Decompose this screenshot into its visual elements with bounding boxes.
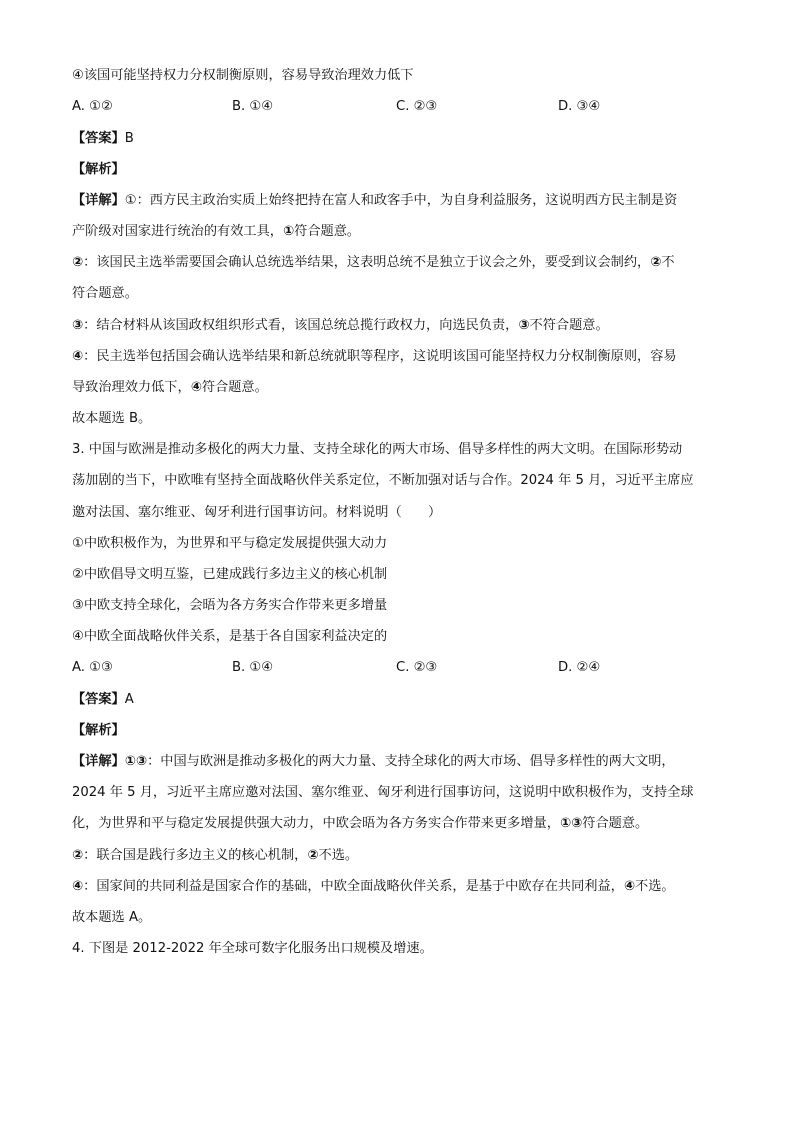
- detail-mark: ①③: [124, 754, 148, 769]
- q3-option-b: B. ①④: [232, 660, 274, 675]
- q3-option-d: D. ②④: [558, 660, 601, 675]
- detail-mark: ①③: [559, 816, 583, 831]
- q2-detail-line-7: [72, 378, 722, 398]
- answer-value: B: [124, 131, 134, 146]
- q3-stem-line-2: 荡加剧的当下，中欧唯有坚持全面战略伙伴关系定位，不断加强对话与合作。2024 年 5 月，习近平主席应: [72, 473, 694, 488]
- detail-mark: ②: [72, 255, 84, 270]
- q2-detail-line-5: [72, 316, 722, 336]
- detail-mark: ④: [72, 879, 84, 894]
- detail-text: 导致治理效力低下，: [72, 380, 191, 395]
- q3-stem-line-3: 邀对法国、塞尔维亚、匈牙利进行国事访问。材料说明（ ）: [72, 505, 442, 520]
- q3-option-a: A. ①③: [72, 660, 113, 675]
- detail-tag: 【详解】: [72, 754, 125, 769]
- detail-text: 不选。: [635, 879, 675, 894]
- detail-mark: ①: [283, 224, 295, 239]
- detail-mark: ③: [518, 318, 530, 333]
- answer-value: A: [124, 692, 134, 707]
- detail-mark: ②: [72, 848, 84, 863]
- q2-detail-line-6: [72, 347, 722, 367]
- q2-detail-line-2: [72, 222, 722, 242]
- detail-text: 符合题意。: [294, 224, 361, 239]
- q3-item-4: ④中欧全面战略伙伴关系，是基于各自国家利益决定的: [72, 629, 388, 644]
- detail-text: 符合题意。: [201, 380, 268, 395]
- q3-stem-line-1: 3. 中国与欧洲是推动多极化的两大力量、支持全球化的两大市场、倡导多样性的两大文明。在国际形势动: [72, 442, 683, 457]
- detail-text: 不选。: [318, 848, 359, 863]
- q2-option-c: C. ②③: [396, 99, 438, 114]
- detail-text: ：国家间的共同利益是国家合作的基础，中欧全面战略伙伴关系，是基于中欧存在共同利益，: [83, 879, 624, 894]
- detail-text: ：民主选举包括国会确认选举结果和新总统就职等程序，这说明该国可能坚持权力分权制衡原则，容易: [83, 349, 677, 364]
- q2-item-4: ④该国可能坚持权力分权制衡原则，容易导致治理效力低下: [72, 68, 414, 83]
- detail-text: ：中国与欧洲是推动多极化的两大力量、支持全球化的两大市场、倡导多样性的两大文明，: [147, 754, 675, 769]
- q3-detail-line-5: [72, 877, 722, 897]
- q2-conclusion: 故本题选 B。: [72, 411, 152, 426]
- q2-option-b: B. ①④: [232, 99, 274, 114]
- detail-text: ①：西方民主政治实质上始终把持在富人和政客手中，为自身利益服务，这说明西方民主制是资: [124, 193, 678, 208]
- q3-detail-line-2: 2024 年 5 月，习近平主席应邀对法国、塞尔维亚、匈牙利进行国事访问，这说明中欧积极作为，支持全球: [72, 785, 694, 800]
- q2-options: [72, 97, 722, 117]
- detail-mark: ④: [72, 349, 84, 364]
- detail-text: 不: [661, 255, 675, 270]
- detail-text: 不符合题意。: [529, 318, 609, 333]
- q3-analysis-tag: [72, 721, 722, 741]
- detail-mark: ③: [72, 318, 84, 333]
- q3-detail-line-3: [72, 814, 722, 834]
- detail-mark: ②: [650, 255, 662, 270]
- detail-text: ：该国民主选举需要国会确认总统选举结果，这表明总统不是独立于议会之外，要受到议会制约，: [83, 255, 651, 270]
- q3-detail-line-4: [72, 846, 722, 866]
- q3-item-1: ①中欧积极作为，为世界和平与稳定发展提供强大动力: [72, 536, 388, 551]
- q3-conclusion: 故本题选 A。: [72, 910, 152, 925]
- answer-tag: 【答案】: [72, 692, 125, 707]
- q2-detail-line-4: 符合题意。: [72, 286, 138, 301]
- detail-text: 化，为世界和平与稳定发展提供强大动力，中欧会晤为各方务实合作带来更多增量，: [72, 816, 560, 831]
- q2-option-d: D. ③④: [558, 99, 601, 114]
- detail-tag: 【详解】: [72, 193, 125, 208]
- q2-answer: [72, 129, 722, 149]
- analysis-tag: 【解析】: [72, 162, 125, 177]
- q3-answer: [72, 690, 722, 710]
- q4-stem: 4. 下图是 2012-2022 年全球可数字化服务出口规模及增速。: [72, 941, 433, 956]
- detail-mark: ②: [307, 848, 319, 863]
- q2-detail-line-1: [72, 191, 722, 211]
- q2-analysis-tag: [72, 160, 722, 180]
- detail-text: 符合题意。: [582, 816, 649, 831]
- detail-mark: ④: [623, 879, 636, 894]
- answer-tag: 【答案】: [72, 131, 125, 146]
- q3-options: [72, 658, 722, 678]
- detail-mark: ④: [190, 380, 202, 395]
- q2-detail-line-3: [72, 253, 722, 273]
- detail-text: 产阶级对国家进行统治的有效工具，: [72, 224, 283, 239]
- detail-text: ：结合材料从该国政权组织形式看，该国总统总揽行政权力，向选民负责，: [83, 318, 519, 333]
- q3-item-2: ②中欧倡导文明互鉴，已建成践行多边主义的核心机制: [72, 567, 388, 582]
- q3-detail-line-1: [72, 752, 722, 772]
- analysis-tag: 【解析】: [72, 723, 125, 738]
- q2-option-a: A. ①②: [72, 99, 113, 114]
- q3-option-c: C. ②③: [396, 660, 438, 675]
- q3-item-3: ③中欧支持全球化，会晤为各方务实合作带来更多增量: [72, 598, 388, 613]
- detail-text: ：联合国是践行多边主义的核心机制，: [83, 848, 308, 863]
